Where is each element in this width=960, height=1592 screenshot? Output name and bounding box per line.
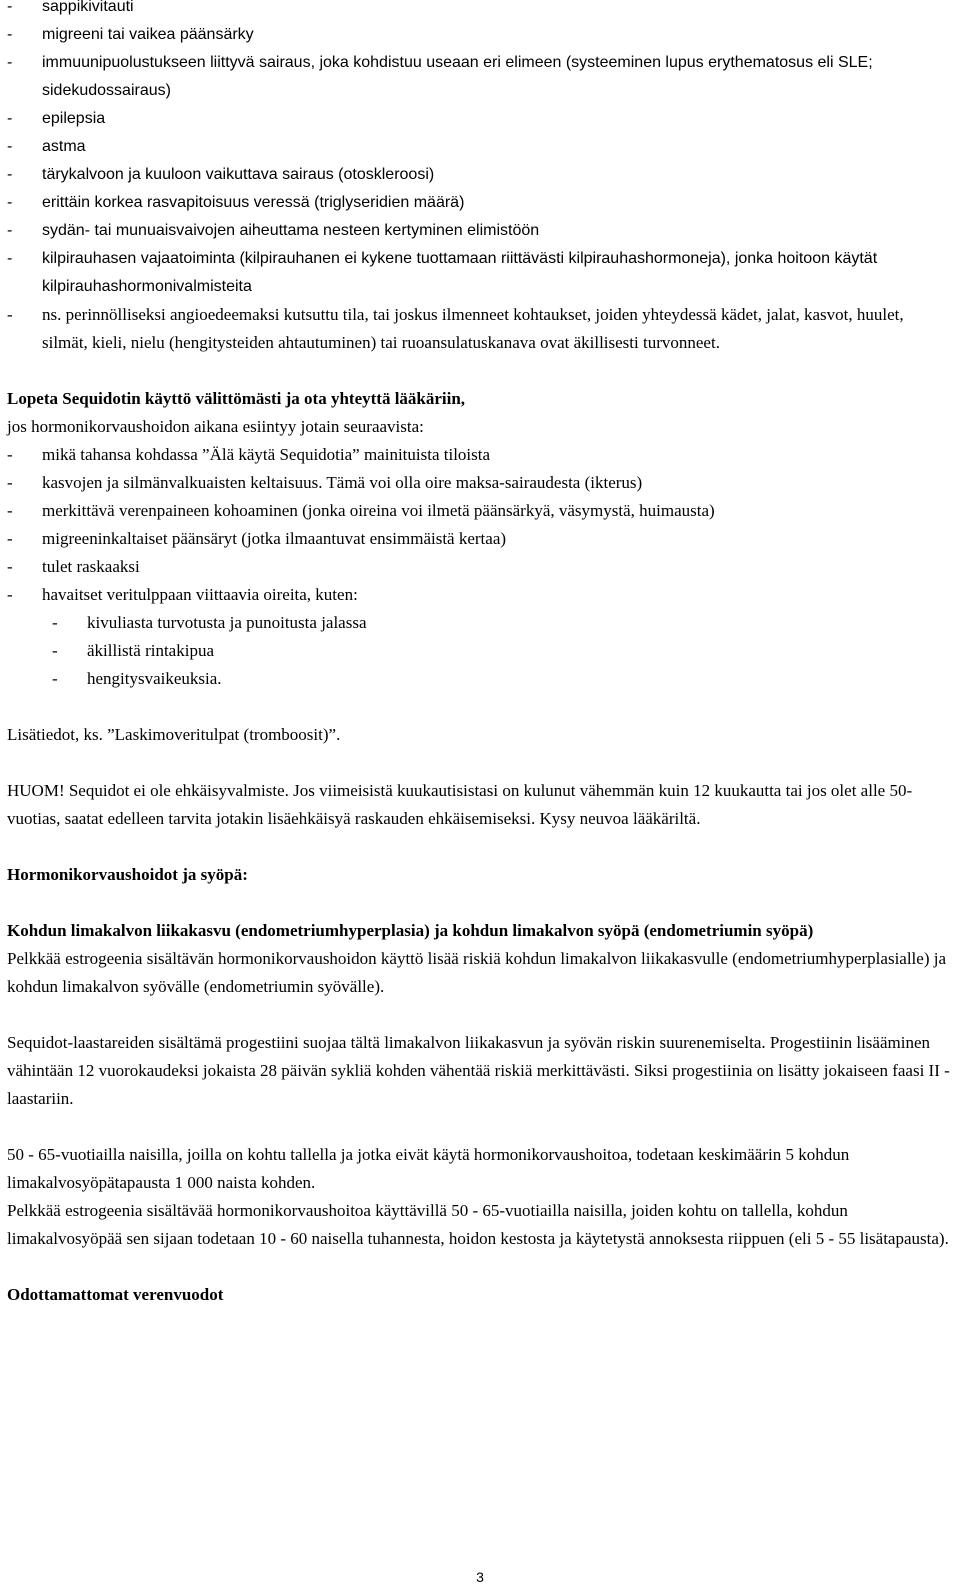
huom-paragraph: HUOM! Sequidot ei ole ehkäisyvalmiste. Jos viimeisistä kuukautisistasi on kulunut vähemmän kuin 12 kuukautta tai jos olet alle 50-vuotias, saatat edelleen tarvita jotakin lisäehkäisyä raskauden ehkäisemiseksi. Kysy neuvoa lääkäriltä.: [7, 781, 913, 828]
paragraph: Sequidot-laastareiden sisältämä progestiini suojaa tältä limakalvon liikakasvun ja syövän riskin suurenemiselta. Progestiinin lisääminen vähintään 12 vuorokaudeksi jokaista 28 päivän sykliä kohden vähentää riskiä merkittävästi. Siksi progestiinia on lisätty jokaiseen faasi II -laastariin.: [7, 1033, 950, 1108]
contraindication-list: [7, 0, 952, 357]
section-heading: Odottamattomat verenvuodot: [7, 1285, 224, 1304]
list-item: - immuunipuolustukseen liittyvä sairaus, joka kohdistuu useaan eri elimeen (systeeminen lupus erythematosus eli SLE; sidekudossairaus): [7, 49, 952, 105]
sub-list-item: - kivuliasta turvotusta ja punoitusta jalassa: [7, 609, 952, 637]
document-page: [7, 0, 952, 1309]
paragraph: 50 - 65-vuotiailla naisilla, joilla on kohtu tallella ja jotka eivät käytä hormonikorvaushoitoa, todetaan keskimäärin 5 kohdun limakalvosyöpätapausta 1 000 naista kohden.: [7, 1145, 850, 1192]
list-item: - merkittävä verenpaineen kohoaminen (jonka oireina voi ilmetä päänsärkyä, väsymystä, huimausta): [7, 497, 952, 525]
list-item: - kasvojen ja silmänvalkuaisten keltaisuus. Tämä voi olla oire maksa-sairaudesta (ikterus): [7, 469, 952, 497]
sub-list-item: - äkillistä rintakipua: [7, 637, 952, 665]
stop-list: [7, 441, 952, 693]
list-item: - sappikivitauti: [7, 0, 952, 21]
subsection-heading: Kohdun limakalvon liikakasvu (endometriumhyperplasia) ja kohdun limakalvon syöpä (endometriumin syöpä): [7, 921, 814, 940]
list-item: - tulet raskaaksi: [7, 553, 952, 581]
list-item: - havaitset veritulppaan viittaavia oireita, kuten:: [7, 581, 952, 609]
list-item: - sydän- tai munuaisvaivojen aiheuttama nesteen kertyminen elimistöön: [7, 217, 952, 245]
page-number: 3: [476, 1569, 484, 1585]
stop-intro: jos hormonikorvaushoidon aikana esiintyy jotain seuraavista:: [7, 417, 424, 436]
list-item: - mikä tahansa kohdassa ”Älä käytä Sequidotia” mainituista tiloista: [7, 441, 952, 469]
list-item: - tärykalvoon ja kuuloon vaikuttava sairaus (otoskleroosi): [7, 161, 952, 189]
list-item: - migreeni tai vaikea päänsärky: [7, 21, 952, 49]
list-item: - epilepsia: [7, 105, 952, 133]
list-item: - kilpirauhasen vajaatoiminta (kilpirauhanen ei kykene tuottamaan riittävästi kilpirauhashormoneja), jonka hoitoon käytät kilpirauhashormonivalmisteita: [7, 245, 952, 301]
list-item: - astma: [7, 133, 952, 161]
more-info-text: Lisätiedot, ks. ”Laskimoveritulpat (tromboosit)”.: [7, 725, 341, 744]
list-item: - ns. perinnölliseksi angioedeemaksi kutsuttu tila, tai joskus ilmenneet kohtaukset, joiden yhteydessä kädet, jalat, kasvot, huulet, silmät, kieli, nielu (hengitysteiden ahtautuminen) tai ruoansulatuskanava ovat äkillisesti turvonneet.: [7, 301, 952, 357]
section-heading: Hormonikorvaushoidot ja syöpä:: [7, 865, 248, 884]
list-item: - erittäin korkea rasvapitoisuus veressä (triglyseridien määrä): [7, 189, 952, 217]
sub-list-item: - hengitysvaikeuksia.: [7, 665, 952, 693]
list-item: - migreeninkaltaiset päänsäryt (jotka ilmaantuvat ensimmäistä kertaa): [7, 525, 952, 553]
stop-heading: Lopeta Sequidotin käyttö välittömästi ja ota yhteyttä lääkäriin,: [7, 389, 466, 408]
paragraph: Pelkkää estrogeenia sisältävän hormonikorvaushoidon käyttö lisää riskiä kohdun limakalvon liikakasvulle (endometriumhyperplasialle) ja kohdun limakalvon syövälle (endometriumin syövälle).: [7, 949, 947, 996]
paragraph: Pelkkää estrogeenia sisältävää hormonikorvaushoitoa käyttävillä 50 - 65-vuotiailla naisilla, joiden kohtu on tallella, kohdun limakalvosyöpää sen sijaan todetaan 10 - 60 naisella tuhannesta, hoidon kestosta ja käytetystä annoksesta riippuen (eli 5 - 55 lisätapausta).: [7, 1201, 949, 1248]
